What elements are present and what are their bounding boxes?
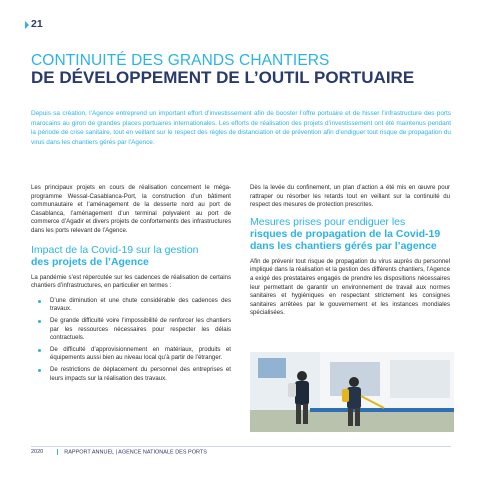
title-line-1: CONTINUITÉ DES GRANDS CHANTIERS [31,52,330,69]
list-item: D’une diminution et une chute considérable des cadences des travaux. [43,297,231,314]
intro-paragraph: Depuis sa création, l’Agence entreprend un important effort d’investissement afin de booster l’offre portuaire et de hisser l’infrastructure des ports marocains au giron de grandes places portuaires internationales. Les efforts de réalisation des projets d’investissement ont été maintenus pendant la période de crise sanitaire, tout en veillant sur le respect des règles de distanciation et de prévention afin d’endiguer tout risque de propagation du virus dans les chantiers gérés par l’Agence. [31,110,451,146]
right-column [250,184,450,324]
footer-separator [57,449,58,455]
footer [31,449,207,455]
right-heading-line-3: dans les chantiers gérés par l’agence [250,239,437,252]
right-heading [250,216,450,252]
left-heading-line-2: des projets de l’Agence [31,255,149,268]
footer-text: RAPPORT ANNUEL | AGENCE NATIONALE DES PORTS [64,449,207,456]
right-heading-line-2: risques de propagation de la Covid-19 [250,227,441,240]
list-item: De restrictions de déplacement du personnel des entreprises et leurs impacts sur la réalisation des travaux. [43,366,231,383]
disinfection-photo [250,352,454,432]
right-heading-line-1: Mesures prises pour endiguer les [250,215,406,228]
page-number: 21 [31,18,43,30]
left-paragraph-1: Les principaux projets en cours de réalisation concernent le méga-programme Wessal-Casablanca-Port, la construction d’un bâtiment communautaire et l’aménagement de la desserte nord au port de Casablanca, l’aménagement d’un terminal polyvalent au port de commerce d’Agadir et divers projets de confortements des infrastructures dans les ports relevant de l’Agence. [31,184,231,234]
left-column [31,184,231,386]
impact-list [31,297,231,383]
left-heading [31,244,231,268]
list-item: De difficulté d’approvisionnement en matériaux, produits et équipements aussi bien au niveau local qu’à partir de l’étranger. [43,346,231,363]
left-heading-line-1: Impact de la Covid-19 sur la gestion [31,243,199,256]
list-item: De grande difficulté voire l’impossibilité de renforcer les chantiers par les ressources nécessaires pour respecter les délais contractuels. [43,317,231,343]
left-paragraph-2: La pandémie s’est répercutée sur les cadences de réalisation de certains chantiers d’infrastructures, en particulier en termes : [31,273,231,290]
photo-illustration [250,352,454,432]
footer-year: 2020 [31,449,44,456]
right-paragraph-2: Afin de prévenir tout risque de propagation du virus auprès du personnel impliqué dans la réalisation et la gestion des différents chantiers, l’Agence a exigé des prestataires engagés de prendre les dispositions nécessaires leur permettant de garantir un environnement de travail aux normes sanitaires et hygiéniques en respectant strictement les consignes sanitaires arrêtées par le gouvernement et les instances mondiales spécialisées. [250,257,450,317]
right-paragraph-1: Dès la levée du confinement, un plan d’action a été mis en œuvre pour rattraper ou résorber les retards tout en veillant sur la continuité du respect des mesures de protection prescrites. [250,184,450,209]
footer-divider [31,446,451,447]
page-number-marker [25,21,29,29]
title-line-2: DE DÉVELOPPEMENT DE L’OUTIL PORTUAIRE [31,68,415,87]
